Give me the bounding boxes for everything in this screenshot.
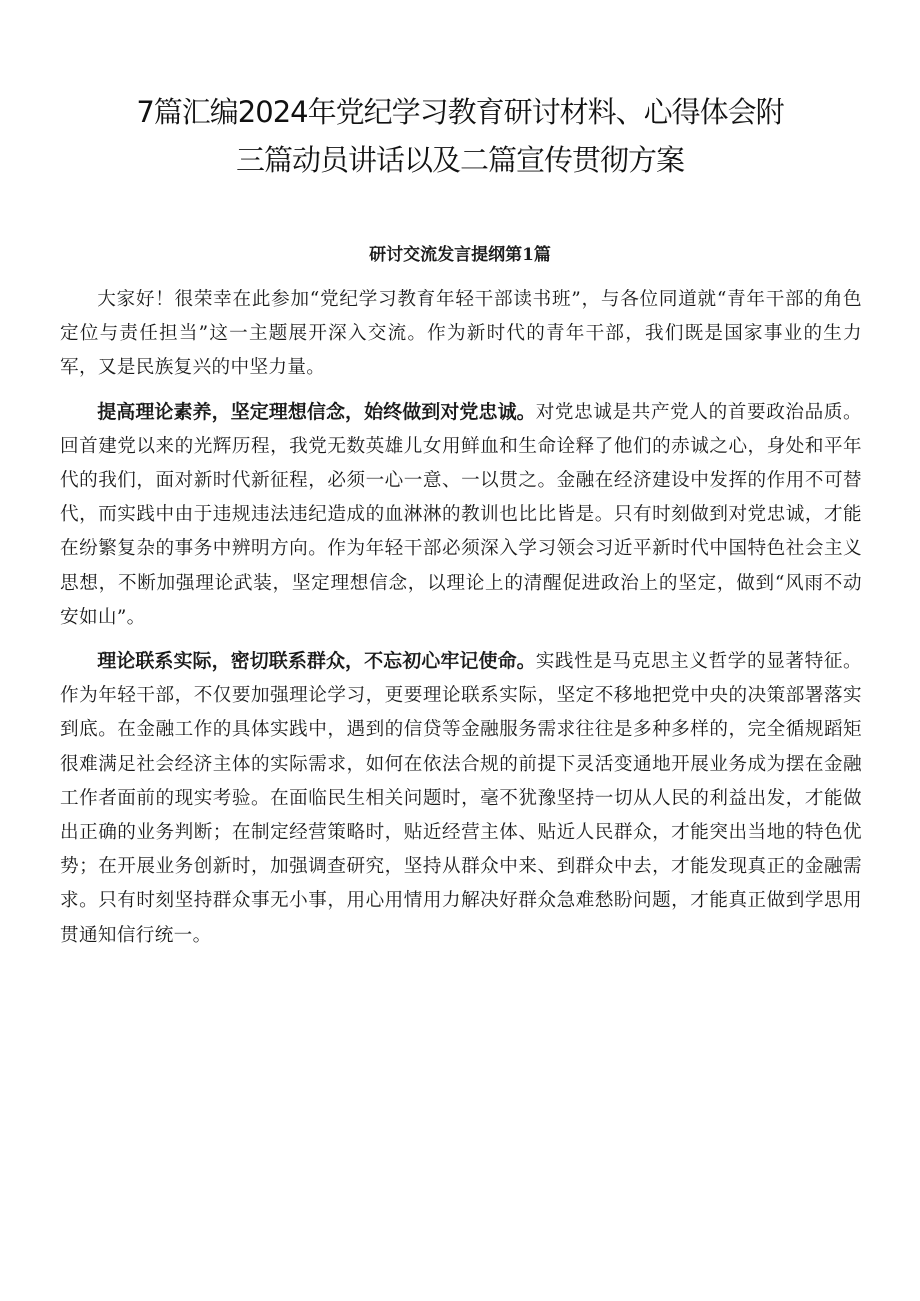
document-title [60, 88, 860, 184]
section-heading: 研讨交流发言提纲第1篇 [369, 245, 551, 265]
paragraph-lead-heading: 提高理论素养，坚定理想信念，始终做到对党忠诚。 [97, 400, 536, 423]
paragraph-loyalty [60, 395, 862, 635]
paragraph-lead-heading: 理论联系实际，密切联系群众，不忘初心牢记使命。 [97, 650, 536, 673]
paragraph-text: 大家好！很荣幸在此参加“党纪学习教育年轻干部读书班”，与各位同道就“青年干部的角色定位与责任担当”这一主题展开深入交流。作为新时代的青年干部，我们既是国家事业的生力军，又是民族复兴的中坚力量。 [60, 289, 862, 379]
paragraph-text: 对党忠诚是共产党人的首要政治品质。回首建党以来的光辉历程，我党无数英雄儿女用鲜血和生命诠释了他们的赤诚之心，身处和平年代的我们，面对新时代新征程，必须一心一意、一以贯之。金融在经济建设中发挥的作用不可替代，而实践中由于违规违法违纪造成的血淋淋的教训也比比皆是。只有时刻做到对党忠诚，才能在纷繁复杂的事务中辨明方向。作为年轻干部必须深入学习领会习近平新时代中国特色社会主义思想，不断加强理论武装，坚定理想信念，以理论上的清醒促进政治上的坚定，做到“风雨不动安如山”。 [60, 401, 862, 628]
document-body [60, 283, 862, 953]
paragraph-text: 实践性是马克思主义哲学的显著特征。作为年轻干部，不仅要加强理论学习，更要理论联系实际，坚定不移地把党中央的决策部署落实到底。在金融工作的具体实践中，遇到的信贷等金融服务需求往往是多种多样的，完全循规蹈矩很难满足社会经济主体的实际需求，如何在依法合规的前提下灵活变通地开展业务成为摆在金融工作者面前的现实考验。在面临民生相关问题时，毫不犹豫坚持一切从人民的利益出发，才能做出正确的业务判断；在制定经营策略时，贴近经营主体、贴近人民群众，才能突出当地的特色优势；在开展业务创新时，加强调查研究，坚持从群众中来、到群众中去，才能发现真正的金融需求。只有时刻坚持群众事无小事，用心用情用力解决好群众急难愁盼问题，才能真正做到学思用贯通知信行统一。 [60, 651, 862, 946]
paragraph-practice [60, 644, 862, 953]
document-title-line-1: 7篇汇编2024年党纪学习教育研讨材料、心得体会附 [136, 95, 784, 129]
paragraph-greeting [60, 283, 862, 386]
document-title-line-2: 三篇动员讲话以及二篇宣传贯彻方案 [235, 143, 684, 177]
